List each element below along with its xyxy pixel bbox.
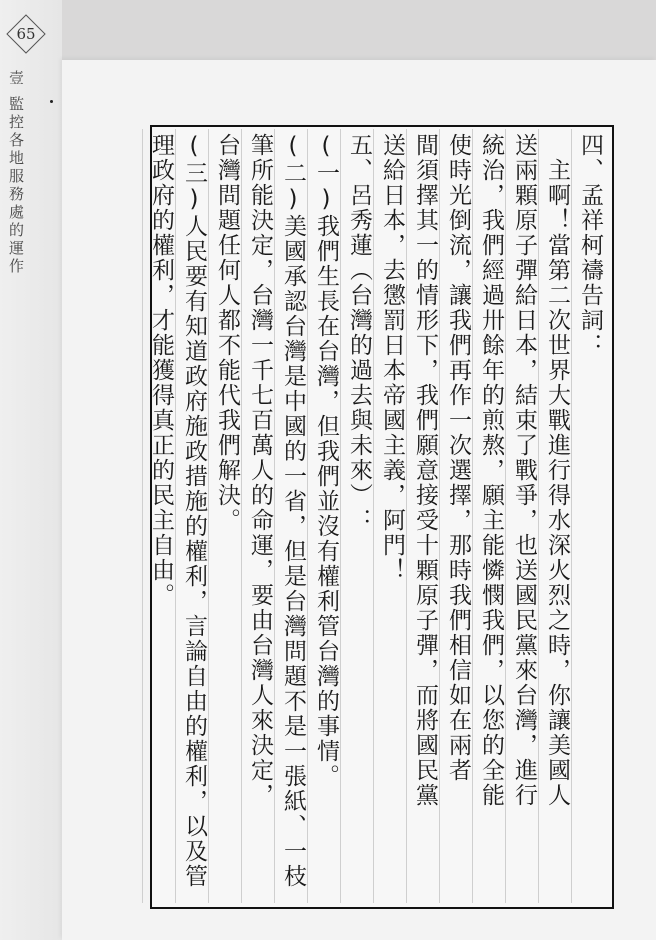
handwritten-letter — [150, 125, 614, 909]
letter-column: (三)人民要有知道政府施政措施的權利，言論自由的權利，以及管 — [175, 129, 212, 903]
letter-column: 筆所能決定，台灣一千七百萬人的命運，要由台灣人來決定， — [241, 129, 278, 903]
letter-column: 送給日本，去懲罰日本帝國主義，阿門！ — [373, 129, 410, 903]
chapter-label: 壹 — [7, 70, 25, 87]
page-number-text: 65 — [16, 25, 36, 43]
letter-column: 四、孟祥柯禱告詞： — [571, 129, 608, 903]
letter-column: (二)美國承認台灣是中國的一省，但是台灣問題不是一張紙、一枝 — [274, 129, 311, 903]
page-number — [6, 14, 46, 54]
letter-column: 主啊！當第二次世界大戰進行得水深火烈之時，你讓美國人 — [538, 129, 575, 903]
letter-column: 送兩顆原子彈給日本，結束了戰爭，也送國民黨來台灣，進行 — [505, 129, 542, 903]
letter-column: 使時光倒流，讓我們再作一次選擇，那時我們相信如在兩者 — [439, 129, 476, 903]
letter-column: 統治，我們經過卅餘年的煎熬，願主能憐憫我們，以您的全能 — [472, 129, 509, 903]
letter-column: 間須擇其一的情形下，我們願意接受十顆原子彈，而將國民黨 — [406, 129, 443, 903]
book-margin — [0, 0, 62, 940]
letter-column: (一)我們生長在台灣，但我們並沒有權利管台灣的事情。 — [307, 129, 344, 903]
letter-column: 理政府的權利，才能獲得真正的民主自由。 — [142, 129, 179, 903]
section-title: 監控各地服務處的運作 — [7, 96, 25, 276]
letter-column: 五、呂秀蓮（台灣的過去與未來）： — [340, 129, 377, 903]
margin-dot — [50, 100, 53, 103]
letter-column: 台灣問題任何人都不能代我們解決。 — [208, 129, 245, 903]
